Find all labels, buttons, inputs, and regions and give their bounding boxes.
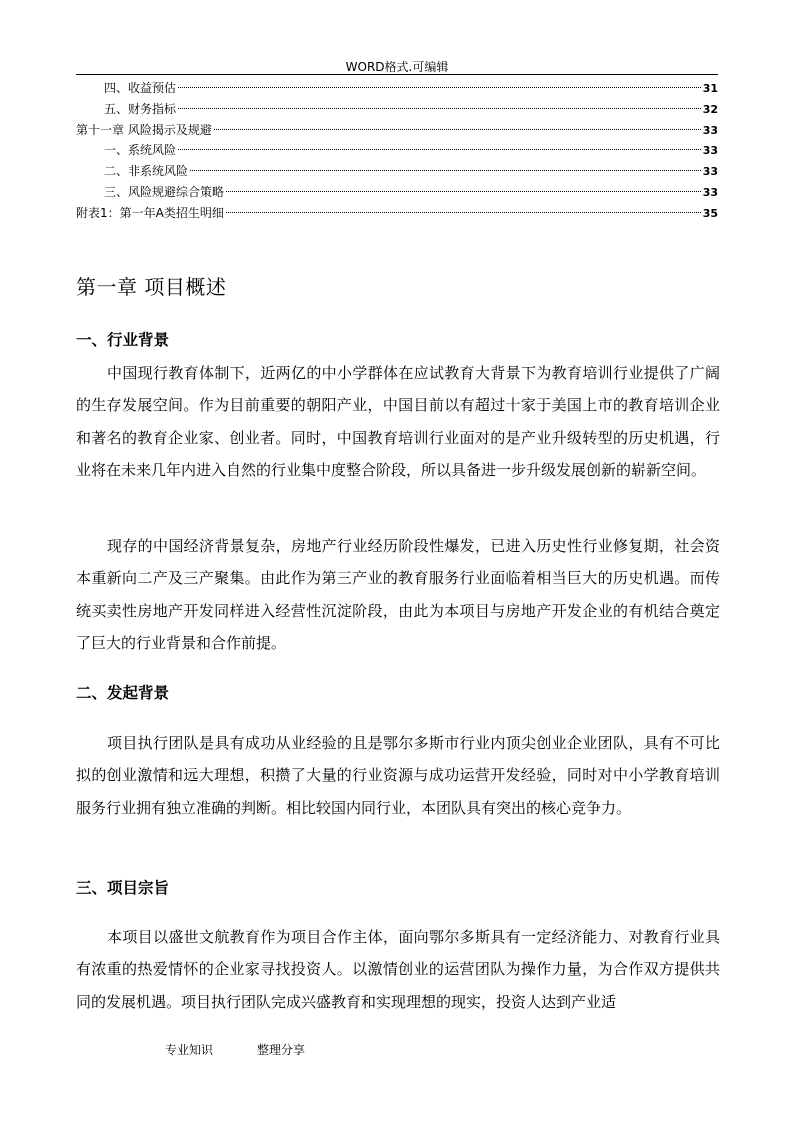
footer-right-text: 整理分享 (257, 1043, 306, 1057)
toc-entry-page: 33 (702, 165, 718, 179)
toc-entry[interactable] (76, 78, 718, 99)
toc-leader-dots (178, 149, 701, 150)
table-of-contents (76, 78, 718, 224)
toc-entry-page: 33 (702, 144, 718, 158)
header-divider (76, 74, 718, 75)
toc-entry-title: 附表1：第一年A类招生明细 (76, 205, 224, 220)
body-paragraph: 现存的中国经济背景复杂，房地产行业经历阶段性爆发，已进入历史性行业修复期，社会资本重新向二产及三产聚集。由此作为第三产业的教育服务行业面临着相当巨大的历史机遇。而传统买卖性房地产开发同样进入经营性沉淀阶段，由此为本项目与房地产开发企业的有机结合奠定了巨大的行业背景和合作前提。 (76, 537, 720, 653)
toc-entry[interactable] (76, 120, 718, 141)
toc-entry[interactable] (76, 99, 718, 120)
toc-entry-title: 三、风险规避综合策略 (104, 184, 225, 199)
footer-left-text: 专业知识 (165, 1043, 214, 1057)
toc-entry-title: 四、收益预估 (104, 81, 177, 95)
toc-leader-dots (226, 191, 701, 192)
section-heading: 三、项目宗旨 (76, 879, 170, 897)
toc-entry-page: 35 (702, 206, 718, 220)
toc-entry-page: 32 (702, 102, 718, 116)
toc-entry-title: 一、系统风险 (104, 143, 177, 158)
toc-leader-dots (190, 170, 701, 171)
toc-entry-page: 33 (702, 185, 718, 199)
toc-leader-dots (226, 212, 701, 213)
toc-entry[interactable] (76, 161, 718, 182)
body-paragraph: 中国现行教育体制下，近两亿的中小学群体在应试教育大背景下为教育培训行业提供了广阔的生存发展空间。作为目前重要的朝阳产业，中国目前以有超过十家于美国上市的教育培训企业和著名的教育企业家、创业者。同时，中国教育培训行业面对的是产业升级转型的历史机遇，行业将在未来几年内进入自然的行业集中度整合阶段，所以具备进一步升级发展创新的崭新空间。 (76, 364, 720, 480)
toc-entry-title: 五、财务指标 (104, 101, 177, 116)
page-header: WORD格式.可编辑 (345, 60, 449, 74)
toc-entry[interactable] (76, 140, 718, 161)
section-heading: 二、发起背景 (76, 684, 170, 702)
toc-entry-title: 第十一章 风险揭示及规避 (76, 122, 212, 137)
toc-entry[interactable] (76, 182, 718, 203)
toc-leader-dots (214, 129, 701, 130)
body-paragraph: 本项目以盛世文航教育作为项目合作主体，面向鄂尔多斯具有一定经济能力、对教育行业具有浓重的热爱情怀的企业家寻找投资人。以激情创业的运营团队为操作力量，为合作双方提供共同的发展机遇。项目执行团队完成兴盛教育和实现理想的现实，投资人达到产业适 (76, 928, 720, 1011)
toc-leader-dots (178, 87, 701, 88)
toc-entry[interactable] (76, 203, 718, 224)
chapter-title: 第一章 项目概述 (76, 275, 227, 299)
toc-entry-page: 31 (702, 82, 718, 95)
toc-entry-title: 二、非系统风险 (104, 164, 189, 179)
section-heading: 一、行业背景 (76, 331, 170, 349)
toc-leader-dots (178, 108, 701, 109)
page-footer (165, 1041, 305, 1058)
body-paragraph: 项目执行团队是具有成功从业经验的且是鄂尔多斯市行业内顶尖创业企业团队，具有不可比拟的创业激情和远大理想，积攒了大量的行业资源与成功运营开发经验，同时对中小学教育培训服务行业拥有独立准确的判断。相比较国内同行业，本团队具有突出的核心竞争力。 (76, 734, 720, 817)
toc-entry-page: 33 (702, 123, 718, 137)
